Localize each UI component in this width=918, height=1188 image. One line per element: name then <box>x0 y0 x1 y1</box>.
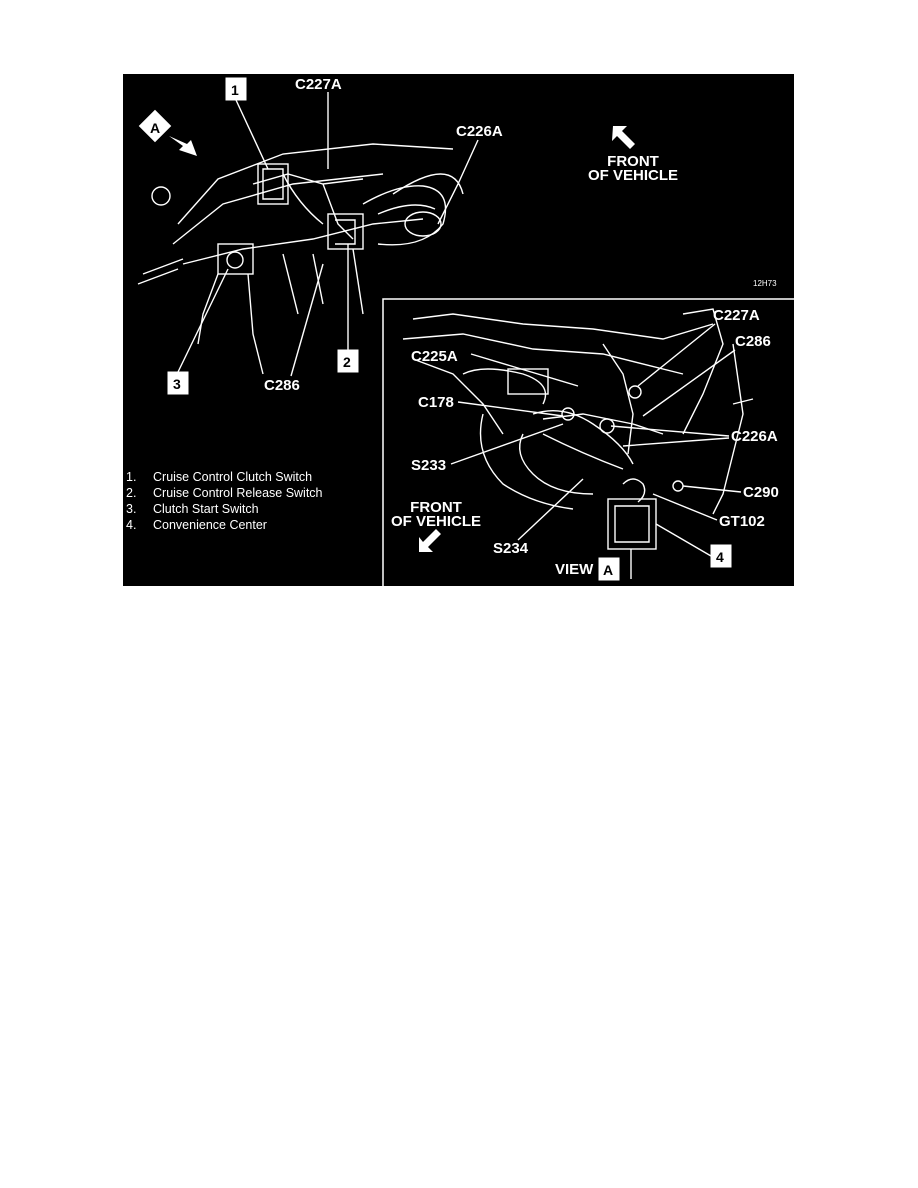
label-c225a: C225A <box>411 348 458 365</box>
svg-text:FRONT: FRONT <box>607 153 659 170</box>
view-a-indicator <box>139 110 197 156</box>
leader-c286-inset <box>643 350 735 416</box>
leader-c226a-inset-a <box>611 426 729 436</box>
view-a-title <box>555 558 619 580</box>
leader-c290 <box>683 486 741 492</box>
wiring-diagram-figure <box>123 74 794 586</box>
svg-text:4: 4 <box>716 549 724 565</box>
svg-text:3: 3 <box>173 376 181 392</box>
label-s233: S233 <box>411 457 447 474</box>
label-c227a: C227A <box>295 76 342 93</box>
view-a-inset <box>383 299 794 586</box>
svg-text:OF VEHICLE: OF VEHICLE <box>390 513 482 530</box>
legend-item-2: Cruise Control Release Switch <box>153 486 323 500</box>
legend-num-1: 1. <box>126 470 137 484</box>
leader-s234 <box>518 479 583 540</box>
label-c226a-inset: C226A <box>731 428 778 445</box>
leader-gt102 <box>653 494 717 520</box>
front-of-vehicle-inset <box>391 499 481 552</box>
label-c286-inset: C286 <box>735 333 771 350</box>
callout-1 <box>226 78 268 169</box>
leader-c225a <box>471 354 578 386</box>
leader-c178 <box>458 402 563 416</box>
svg-text:2: 2 <box>343 354 351 370</box>
main-view-artwork <box>138 144 463 374</box>
diagram-canvas <box>123 74 794 586</box>
label-c226a: C226A <box>456 123 503 140</box>
legend-num-4: 4. <box>126 518 137 532</box>
label-c286-main: C286 <box>264 377 300 394</box>
callout-4 <box>656 524 731 567</box>
legend-item-4: Convenience Center <box>153 518 267 532</box>
leader-c286-main <box>291 264 323 376</box>
label-s234: S234 <box>493 540 529 557</box>
svg-text:A: A <box>603 562 614 578</box>
arrow-icon <box>169 136 197 156</box>
svg-text:OF VEHICLE: OF VEHICLE <box>587 167 679 184</box>
figure-code: 12H73 <box>753 279 777 288</box>
label-c227a-inset: C227A <box>713 307 760 324</box>
legend-item-3: Clutch Start Switch <box>153 502 259 516</box>
arrow-icon <box>419 529 441 552</box>
leader-s233 <box>451 424 563 464</box>
svg-text:FRONT: FRONT <box>410 499 462 516</box>
legend-num-2: 2. <box>126 486 137 500</box>
label-gt102: GT102 <box>719 513 765 530</box>
arrow-icon <box>612 126 635 149</box>
svg-text:VIEW: VIEW <box>555 561 594 578</box>
callout-3 <box>168 269 228 394</box>
leader-c227a-inset <box>638 324 715 386</box>
legend <box>126 470 323 532</box>
label-c178: C178 <box>418 394 454 411</box>
legend-num-3: 3. <box>126 502 137 516</box>
front-of-vehicle-main <box>588 126 678 184</box>
svg-text:1: 1 <box>231 82 239 98</box>
legend-item-1: Cruise Control Clutch Switch <box>153 470 313 484</box>
label-c290: C290 <box>743 484 779 501</box>
view-a-tag-label: A <box>150 120 161 136</box>
leader-c226a-inset-b <box>623 438 729 446</box>
